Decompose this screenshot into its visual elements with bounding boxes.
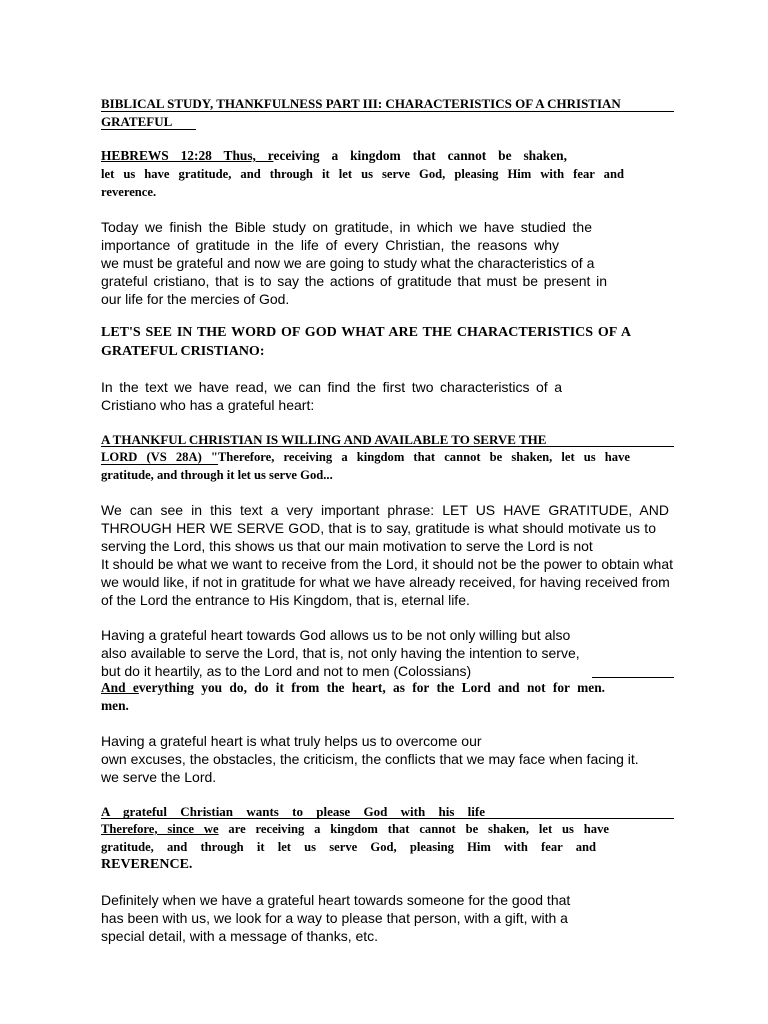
title-underline-1 [101, 111, 674, 112]
para5-line-3: we serve the Lord. [101, 769, 217, 785]
section1-heading: A THANKFUL CHRISTIAN IS WILLING AND AVAILABLE TO SERVE THE [101, 432, 547, 447]
section1-line-3: gratitude, and through it let us serve God... [101, 468, 333, 482]
section1-reference-underline [101, 464, 218, 465]
title-line-2: GRATEFUL [101, 114, 173, 129]
para3-line-6: of the Lord the entrance to His Kingdom, that is, eternal life. [101, 592, 470, 608]
para1-line-1: Today we finish the Bible study on gratitude, in which we have studied the [101, 219, 592, 235]
para1-line-2: importance of gratitude in the life of every Christian, the reasons why [101, 237, 559, 253]
verse2-rest: verything you do, do it from the heart, as for the Lord and not for men. [138, 680, 605, 695]
para2-line-1: In the text we have read, we can find the first two characteristics of a [101, 379, 562, 395]
para2-line-2: Cristiano who has a grateful heart: [101, 397, 315, 413]
para1-line-5: our life for the mercies of God. [101, 291, 290, 307]
para6-line-2: has been with us, we look for a way to please that person, with a gift, with a [101, 910, 568, 926]
para1-line-3: we must be grateful and now we are going to study what the characteristics of a [101, 255, 595, 271]
section2-line-2 [101, 822, 609, 837]
verse2-line-1 [101, 680, 605, 696]
para3-line-1: We can see in this text a very important phrase: LET US HAVE GRATITUDE, AND [101, 502, 669, 518]
section1-line-2 [101, 450, 630, 465]
para5-line-1: Having a grateful heart is what truly helps us to overcome our [101, 733, 482, 749]
section1-reference: LORD (VS 28A) [101, 450, 202, 464]
section2-line-3: gratitude, and through it let us serve God, pleasing Him with fear and [101, 840, 596, 854]
para4-line-1: Having a grateful heart towards God allows us to be not only willing but also [101, 627, 571, 643]
para1-line-4: grateful cristiano, that is to say the actions of gratitude that must be present in [101, 273, 607, 289]
verse1-reference: HEBREWS 12:28 Thus, r [101, 148, 274, 163]
verse1-line-2: let us have gratitude, and through it let us serve God, pleasing Him with fear and [101, 167, 624, 181]
title-line-1: BIBLICAL STUDY, THANKFULNESS PART III: CHARACTERISTICS OF A CHRISTIAN [101, 96, 621, 111]
para6-line-3: special detail, with a message of thanks, etc. [101, 928, 379, 944]
title-underline-2 [101, 129, 196, 130]
section2-line-2-rest: are receiving a kingdom that cannot be shaken, let us have [218, 822, 609, 836]
para3-line-3: serving the Lord, this shows us that our main motivation to serve the Lord is not [101, 538, 593, 554]
heading2-line-1: LET'S SEE IN THE WORD OF GOD WHAT ARE THE CHARACTERISTICS OF A [101, 325, 631, 340]
verse2-line-2: men. [101, 698, 129, 713]
verse1-reference-rest: eceiving a kingdom that cannot be shaken, [273, 148, 567, 163]
para3-line-4: It should be what we want to receive from the Lord, it should not be the power to obtain what [101, 556, 674, 572]
para3-line-2: THROUGH HER WE SERVE GOD, that is to say, gratitude is what should motivate us to [101, 520, 656, 536]
para5-line-2: own excuses, the obstacles, the criticism, the conflicts that we may face when facing it. [101, 751, 639, 767]
verse2-underlined: And e [101, 680, 139, 695]
para4-blank-line [592, 677, 674, 678]
section2-heading: A grateful Christian wants to please God with his life [101, 804, 485, 819]
verse1-line-1 [101, 148, 567, 164]
verse1-line-3: reverence. [101, 185, 157, 199]
section2-heading-underline [101, 818, 674, 819]
heading2-line-2: GRATEFUL CRISTIANO: [101, 344, 265, 359]
section1-quote-start: "Therefore, receiving a kingdom that cannot be shaken, let us have [201, 450, 630, 464]
para6-line-1: Definitely when we have a grateful heart towards someone for the good that [101, 892, 571, 908]
section1-heading-underline [101, 446, 674, 447]
para4-line-3: but do it heartily, as to the Lord and not to men (Colossians) [101, 663, 472, 679]
para3-line-5: we would like, if not in gratitude for what we have already received, for having received from [101, 574, 670, 590]
section2-underlined: Therefore, since we [101, 822, 219, 836]
section2-line-4: REVERENCE. [101, 857, 193, 872]
para4-line-2: also available to serve the Lord, that is, not only having the intention to serve, [101, 645, 580, 661]
